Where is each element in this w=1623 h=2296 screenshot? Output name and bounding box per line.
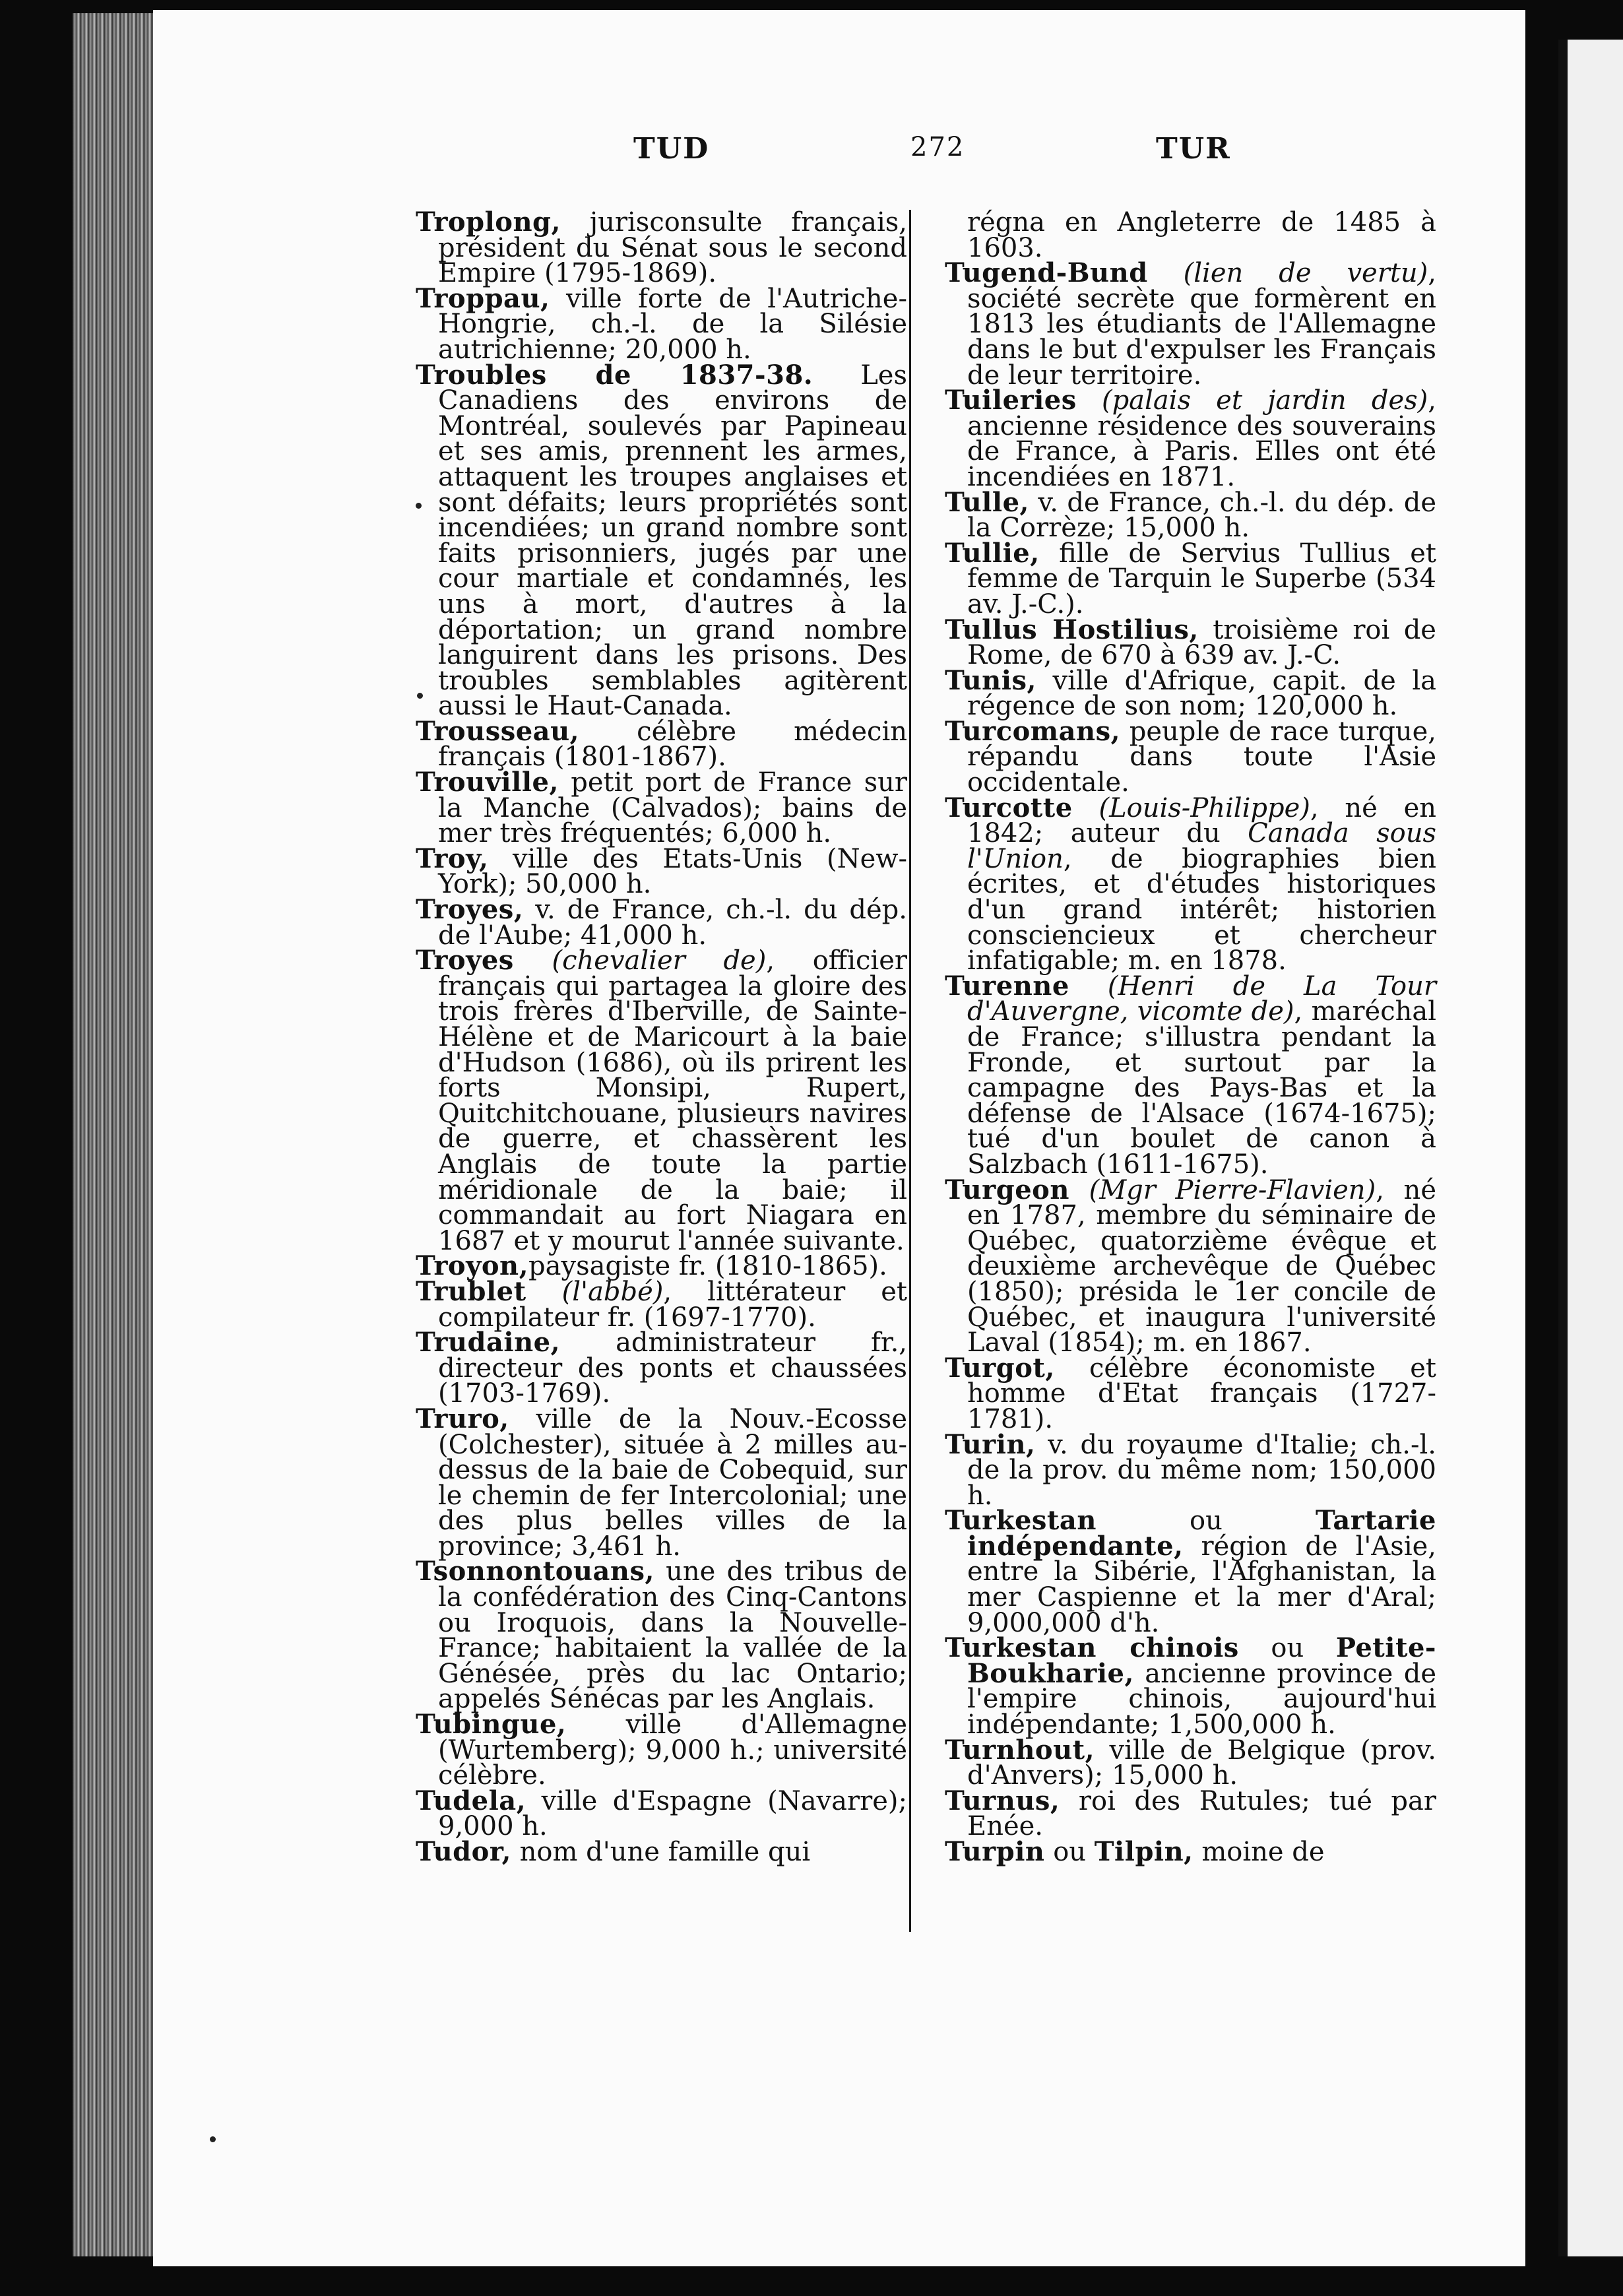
dictionary-entry: [416, 282, 907, 365]
dictionary-entry: [945, 1505, 1436, 1638]
entry-headword: Troyon,: [416, 1250, 529, 1282]
entry-headword: Tudor,: [416, 1836, 511, 1867]
entry-text: peuple de race turque, répandu dans toute l'Asie occidentale.: [967, 716, 1436, 798]
dictionary-entry: [945, 1836, 1436, 1867]
dictionary-entry: [945, 257, 1436, 391]
entry-text: ou: [1096, 1506, 1316, 1537]
dictionary-entry: [945, 1352, 1436, 1434]
dictionary-entry: [945, 385, 1436, 492]
entry-text: célèbre médecin français (1801-1867).: [438, 716, 907, 773]
entry-headword: Tullus Hostilius,: [945, 614, 1199, 645]
dictionary-entry: [945, 1174, 1436, 1358]
dictionary-entry: [945, 537, 1436, 620]
entry-text: ville d'Afrique, capit. de la régence de son nom; 120,000 h.: [967, 665, 1436, 722]
entry-text: nom d'une famille qui: [511, 1837, 811, 1867]
entry-text: , société secrète que formèrent en 1813 les étudiants de l'Allemagne dans le but d'expulser les Français de leur territoire.: [967, 258, 1436, 391]
entry-text: v. du royaume d'Italie; ch.-l. de la prov. du même nom; 150,000 h.: [967, 1429, 1436, 1511]
entry-text: ville d'Allemagne (Wurtemberg); 9,000 h.; université célèbre.: [438, 1709, 907, 1791]
entry-headword: Tugend-Bund: [945, 257, 1148, 289]
entry-headword: Turgeon: [945, 1174, 1069, 1205]
entry-headword: Tuileries: [945, 385, 1077, 416]
entry-headword: Turkestan: [945, 1505, 1097, 1537]
dictionary-entry: [416, 1556, 907, 1715]
entry-headword: Turnus,: [945, 1785, 1060, 1816]
entry-headword: Truro,: [416, 1403, 509, 1434]
entry-text: ville des Etats-Unis (New-York); 50,000 h.: [438, 843, 907, 900]
entry-headword: Troppau,: [416, 282, 550, 314]
dictionary-entry: [945, 1428, 1436, 1511]
dictionary-entry: [945, 1632, 1436, 1740]
entry-text: célèbre économiste et homme d'Etat français (1727-1781).: [967, 1353, 1436, 1434]
entry-headword: Turin,: [945, 1428, 1036, 1460]
entry-text: une des tribus de la confédération des Cinq-Cantons ou Iroquois, dans la Nouvelle-France; habitaient la vallée de la Génésée, près du lac Ontario; appelés Sénécas par les Anglais.: [438, 1556, 907, 1715]
dictionary-entry: [945, 614, 1436, 671]
entry-text: administrateur fr., directeur des ponts et chaussées (1703-1769).: [438, 1327, 907, 1409]
left-column: [416, 207, 907, 1867]
entry-headword: Tsonnontouans,: [416, 1556, 654, 1587]
entry-headword: Turkestan chinois: [945, 1632, 1239, 1664]
entry-headword: Trudaine,: [416, 1327, 561, 1358]
dictionary-entry: [416, 207, 907, 289]
entry-headword: Turgot,: [945, 1352, 1055, 1384]
entry-headword: Troubles de 1837-38.: [416, 359, 813, 391]
margin-dot: [417, 693, 423, 699]
entry-headword: Troy,: [416, 843, 489, 874]
entry-headword: Troyes,: [416, 894, 524, 926]
entry-text: ville de la Nouv.-Ecosse (Colchester), située à 2 milles au-dessus de la baie de Cobequid, sur le chemin de fer Intercolonial; une des plus belles villes de la province; 3,461 h.: [438, 1403, 907, 1562]
dictionary-entry: [416, 1327, 907, 1409]
entry-headword: Trublet: [416, 1275, 526, 1307]
book-page-edges: [73, 13, 165, 2256]
entry-headword: Tilpin,: [1094, 1836, 1193, 1867]
entry-headword: Troplong,: [416, 207, 561, 238]
dictionary-entry: [416, 945, 907, 1256]
dictionary-entry: [416, 1275, 907, 1333]
entry-text: ancienne province de l'empire chinois, aujourd'hui indépendante; 1,500,000 h.: [967, 1658, 1436, 1740]
entry-text: Les Canadiens des environs de Montréal, soulevés par Papineau et ses amis, prennent les armes, attaquent les troupes anglaises et sont défaits; leurs propriétés sont incendiées; un grand nombre sont faits prisonniers, jugés par une cour martiale et condamnés, les uns à mort, d'autres à la déportation; un grand nombre languirent dans les prisons. Des troubles semblables agitèrent aussi le Haut-Canada.: [438, 360, 907, 722]
entry-headword: Turcotte: [945, 792, 1073, 823]
entry-italic: (palais et jardin des): [1076, 385, 1428, 416]
entry-text: régna en Angleterre de 1485 à 1603.: [967, 207, 1436, 263]
entry-headword: Tubingue,: [416, 1709, 567, 1740]
dictionary-entry: [945, 792, 1436, 976]
entry-text: fille de Servius Tullius et femme de Tarquin le Superbe (534 av. J.-C.).: [967, 538, 1436, 620]
dictionary-entry: [945, 207, 1436, 263]
entry-text: petit port de France sur la Manche (Calvados); bains de mer très fréquentés; 6,000 h.: [438, 767, 907, 849]
dictionary-entry: [416, 1709, 907, 1791]
dictionary-entry: [416, 1403, 907, 1562]
dictionary-entry: [945, 1785, 1436, 1842]
entry-headword: Trousseau,: [416, 715, 580, 747]
entry-text: v. de France, ch.-l. du dép. de l'Aube; 41,000 h.: [438, 895, 907, 951]
entry-headword: Turenne: [945, 970, 1069, 1002]
entry-headword: Tudela,: [416, 1785, 526, 1816]
entry-text: ville forte de l'Autriche-Hongrie, ch.-l. de la Silésie autrichienne; 20,000 h.: [438, 283, 907, 365]
entry-italic: (Mgr Pierre-Flavien): [1069, 1174, 1376, 1205]
entry-headword: Tunis,: [945, 664, 1036, 696]
dictionary-entry: [416, 1785, 907, 1842]
entry-headword: Turnhout,: [945, 1734, 1095, 1766]
entry-text: , maréchal de France; s'illustra pendant la Fronde, et surtout par la campagne des Pays-Bas et la défense de l'Alsace (1674-1675); tué d'un boulet de canon à Salzbach (1611-1675).: [967, 996, 1436, 1180]
dictionary-entry: [416, 1836, 907, 1867]
entry-text: région de l'Asie, entre la Sibérie, l'Afghanistan, la mer Caspienne et la mer d'Aral; 9,000,000 d'h.: [967, 1531, 1436, 1638]
running-head-right: TUR: [1156, 132, 1231, 166]
dictionary-entry: [416, 843, 907, 900]
entry-headword: Turcomans,: [945, 715, 1121, 747]
dictionary-entry: [416, 894, 907, 951]
entry-text: , de biographies bien écrites, et d'études historiques d'un grand intérêt; historien consciencieux et chercheur infatigable; m. en 1878.: [967, 843, 1436, 976]
dictionary-entry: [416, 767, 907, 849]
entry-text: , né en 1842; auteur du: [967, 792, 1436, 849]
entry-text: , officier français qui partagea la gloire des trois frères d'Iberville, de Sainte-Hélène et de Maricourt à la baie d'Hudson (1686), où ils prirent les forts Monsipi, Rupert, Quitchitchouane, plusieurs navires de guerre, et chassèrent les Anglais de toute la partie méridionale de la baie; il commandait au fort Niagara en 1687 et y mourut l'année suivante.: [438, 945, 907, 1256]
entry-italic: (Louis-Philippe): [1072, 792, 1310, 823]
entry-text: ou: [1044, 1837, 1095, 1867]
entry-text: , ancienne résidence des souverains de France, à Paris. Elles ont été incendiées en 1871.: [967, 385, 1436, 492]
entry-headword: Trouville,: [416, 767, 559, 798]
dictionary-entry: [945, 664, 1436, 722]
dictionary-entry: [416, 359, 907, 722]
dictionary-entry: [945, 486, 1436, 544]
running-head-left: TUD: [633, 132, 710, 166]
entry-text: , né en 1787, membre du séminaire de Québec, quatorzième évêque et deuxième archevêque de Québec (1850); présida le 1er concile de Québec, et inaugura l'université Laval (1854); m. en 1867.: [967, 1174, 1436, 1358]
entry-headword: Petite-Boukharie,: [967, 1632, 1436, 1689]
entry-text: ou: [1238, 1633, 1336, 1664]
dictionary-entry: [945, 1734, 1436, 1791]
entry-headword: Tulle,: [945, 486, 1029, 518]
column-divider: [909, 210, 911, 1932]
entry-italic: (chevalier de): [513, 945, 767, 976]
entry-text: ville de Belgique (prov. d'Anvers); 15,000 h.: [967, 1735, 1436, 1791]
entry-text: moine de: [1193, 1837, 1325, 1867]
entry-text: jurisconsulte français, président du Sénat sous le second Empire (1795-1869).: [438, 207, 907, 289]
dictionary-entry: [945, 715, 1436, 798]
entry-italic: (lien de vertu): [1147, 258, 1428, 289]
entry-headword: Turpin: [945, 1836, 1045, 1867]
entry-text: roi des Rutules; tué par Enée.: [967, 1785, 1436, 1842]
entry-headword: Troyes: [416, 945, 514, 976]
entry-italic: (Henri de La Tour d'Auvergne, vicomte de): [967, 971, 1436, 1027]
entry-text: troisième roi de Rome, de 670 à 639 av. J.-C.: [967, 614, 1436, 671]
entry-headword: Tullie,: [945, 537, 1040, 569]
right-column: [945, 207, 1436, 1867]
margin-dot: [416, 503, 422, 509]
entry-headword: Tartarie indépendante,: [967, 1505, 1436, 1562]
entry-italic: Canada sous l'Union: [967, 818, 1436, 874]
entry-text: v. de France, ch.-l. du dép. de la Corrèze; 15,000 h.: [967, 487, 1436, 544]
entry-italic: (l'abbé): [526, 1276, 664, 1307]
dictionary-entry: [945, 970, 1436, 1180]
dictionary-entry: [416, 715, 907, 773]
entry-text: , littérateur et compilateur fr. (1697-1770).: [438, 1276, 907, 1333]
entry-text: paysagiste fr. (1810-1865).: [528, 1251, 887, 1282]
page-number: 272: [910, 132, 965, 162]
entry-text: ville d'Espagne (Navarre); 9,000 h.: [438, 1785, 907, 1842]
next-page-edge: [1558, 40, 1623, 2256]
margin-dot: [210, 2136, 216, 2142]
